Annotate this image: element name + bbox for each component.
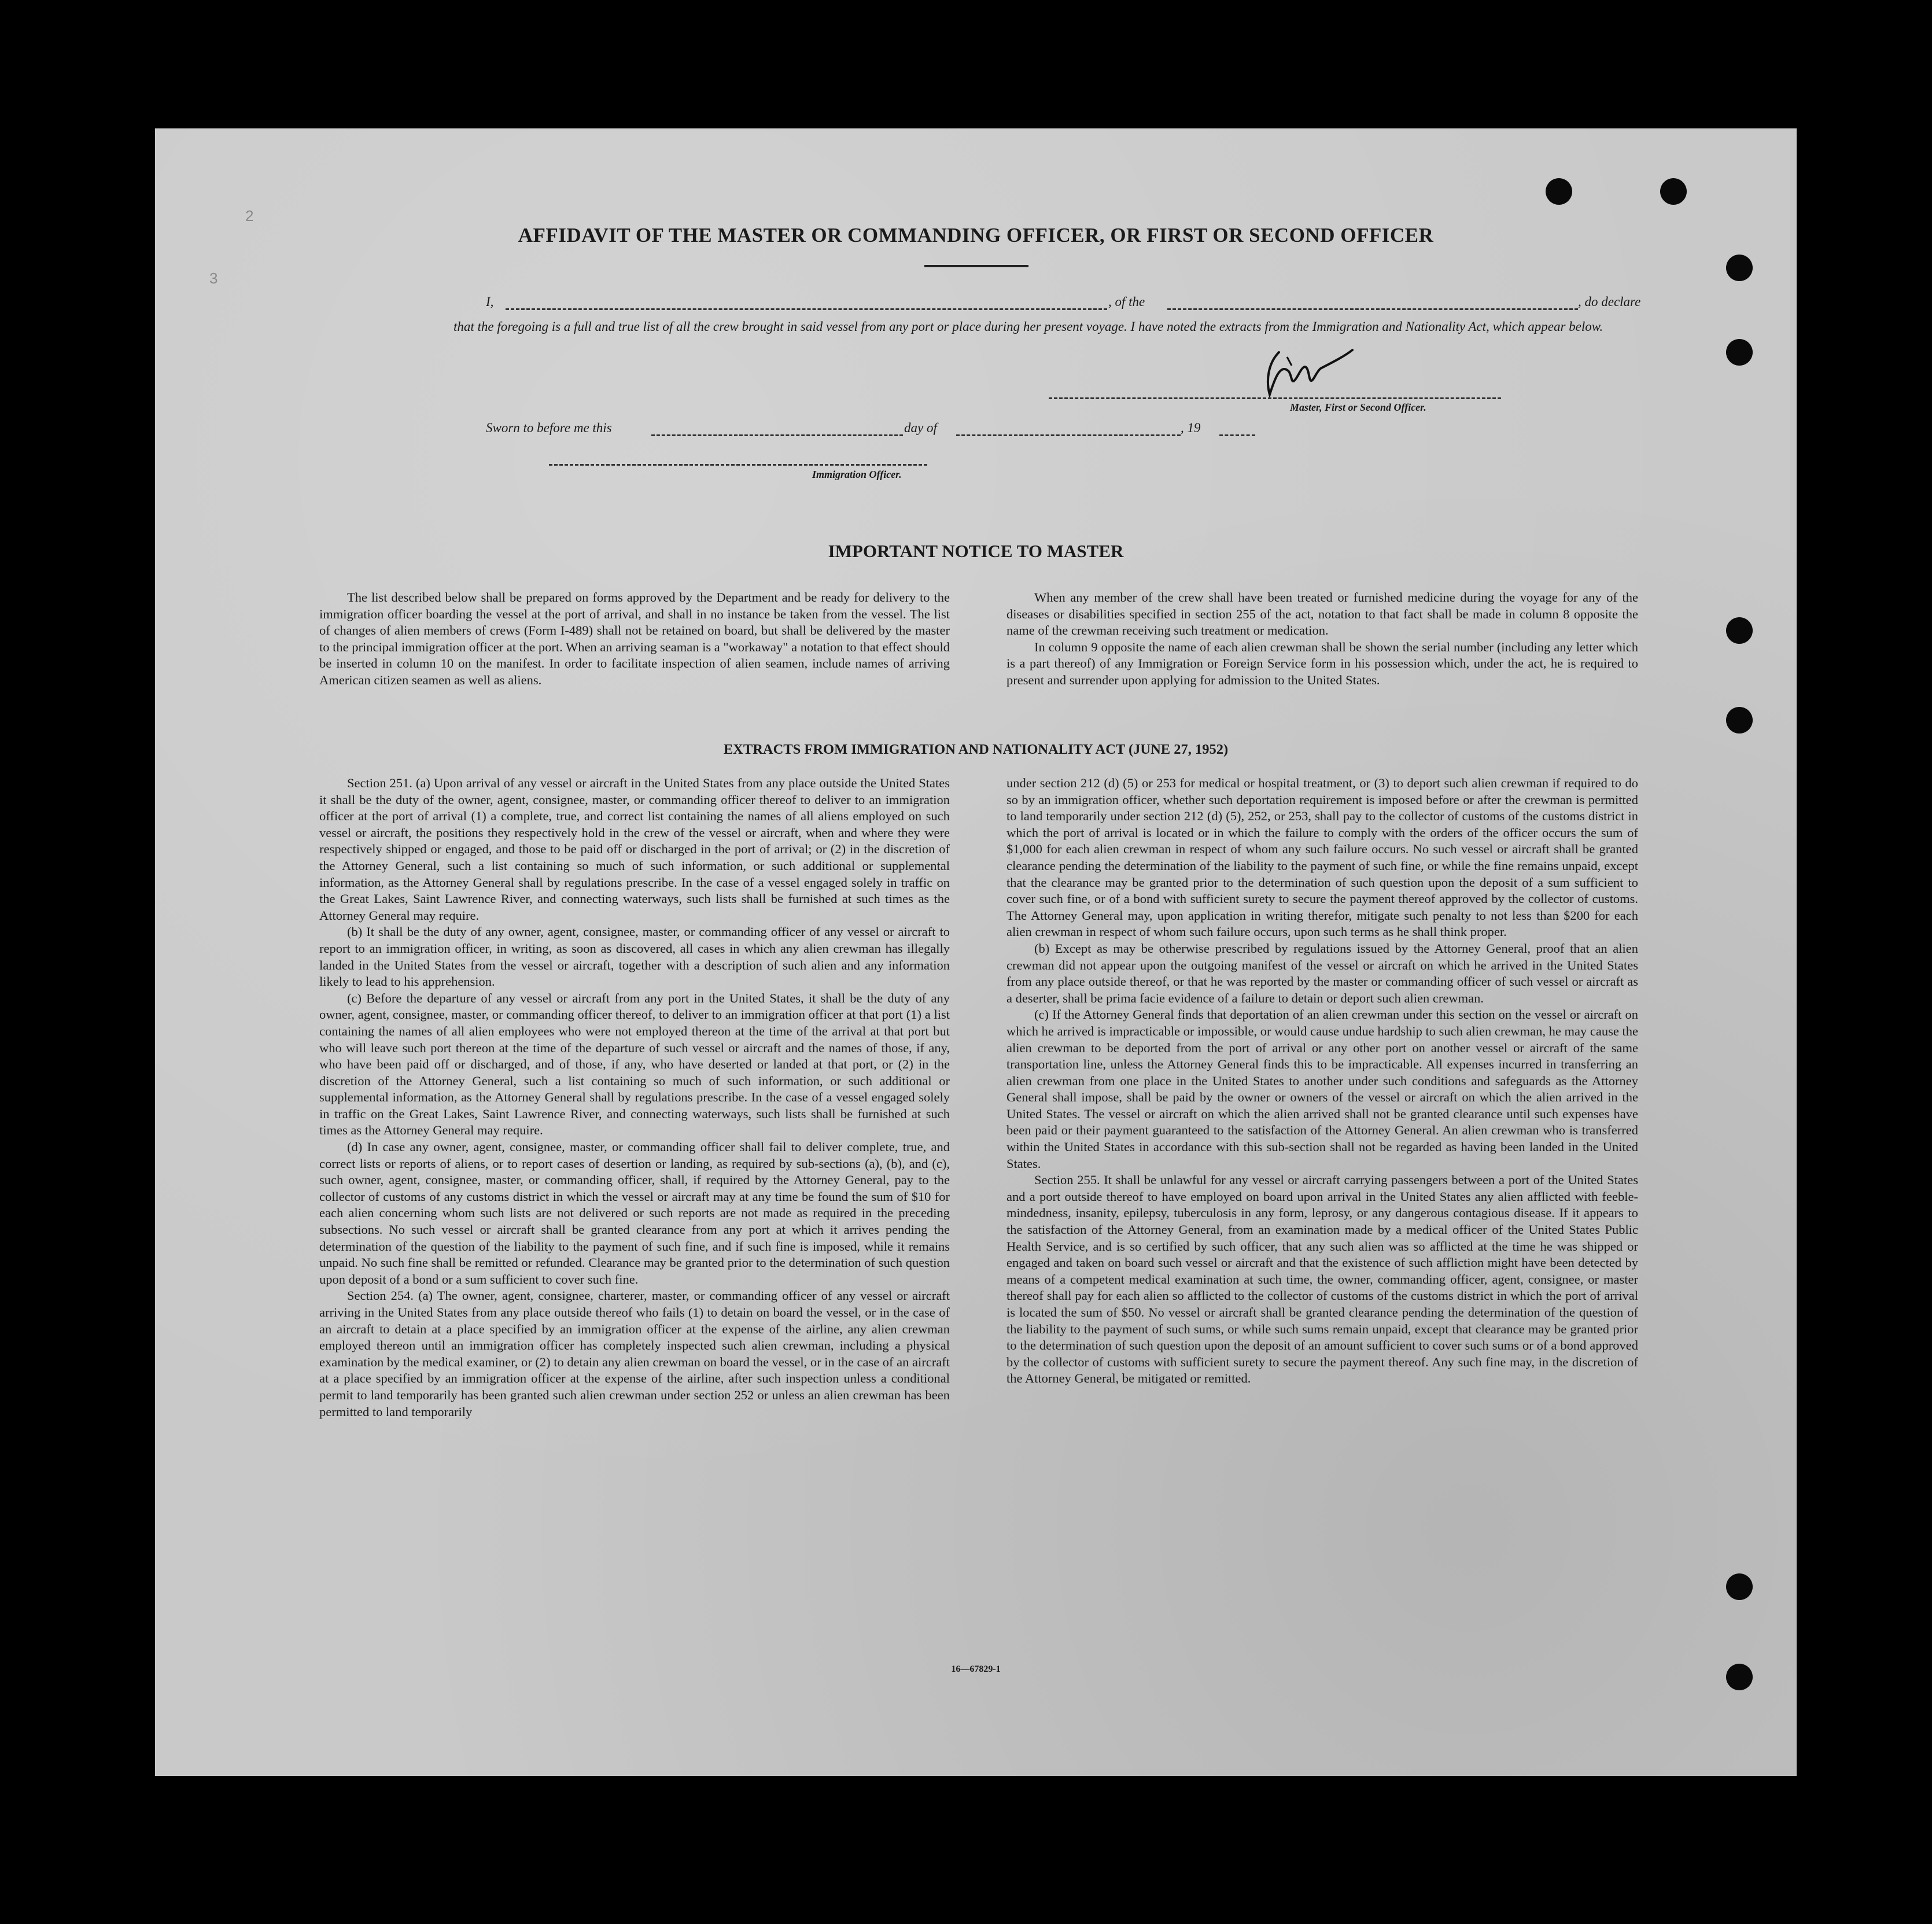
notice-title: IMPORTANT NOTICE TO MASTER bbox=[828, 541, 1124, 561]
notice-right-column bbox=[1006, 589, 1638, 689]
notice-left-paragraph: The list described below shall be prepared on forms approved by the Department and be ready for delivery to the immigration officer boarding the vessel at the port of arrival, and shall in no instance be taken from the vessel. The list of changes of alien members of crews (Form I-489) shall not be retained on board, but shall be delivered by the master to the principal immigration officer at the port. When an arriving seaman is a "workaway" a notation to that effect should be inserted in column 10 on the manifest. In order to facilitate inspection of alien seamen, include names of arriving American citizen seamen as well as aliens. bbox=[319, 590, 950, 687]
extract-paragraph: (b) It shall be the duty of any owner, agent, consignee, master, or commanding officer of any vessel or aircraft to report to an immigration officer, in writing, as soon as discovered, all cases in which any alien crewman has illegally landed in the United States from the vessel or aircraft, together with a description of such alien and any information likely to lead to his apprehension. bbox=[319, 924, 950, 989]
extract-paragraph: (c) If the Attorney General finds that deportation of an alien crewman under this section on the vessel or aircraft on which he arrived is impracticable or impossible, or would cause undue hardship to such alien crewman, he may cause the alien crewman to be deported from the port of arrival or any other port on another vessel or aircraft of the same transportation line, unless the Attorney General finds this to be impracticable. All expenses incurred in transferring an alien crewman from one place in the United States to another under such conditions and safeguards as the Attorney General shall impose, shall be paid by the owner or owners of the vessel or aircraft on which the alien arrived in the United States. The vessel or aircraft on which the alien arrived shall not be granted clearance until such expenses have been paid or their payment guaranteed to the satisfaction of the Attorney General. An alien crewman who is transferred within the United States in accordance with this sub-section shall not be regarded as having been landed in the United States. bbox=[1006, 1007, 1638, 1171]
master-signature-line[interactable] bbox=[1049, 397, 1501, 399]
margin-mark: 3 bbox=[209, 270, 218, 287]
sworn-line bbox=[155, 421, 1797, 440]
document-page bbox=[155, 128, 1797, 1776]
extract-paragraph: Section 255. It shall be unlawful for any vessel or aircraft carrying passengers between a port of the United States and a port outside thereof to have employed on board upon arrival in the United States any alien afflicted with feeble-mindedness, insanity, epilepsy, tuberculosis in any form, leprosy, or any dangerous contagious disease. If it appears to the satisfaction of the Attorney General, from an examination made by a medical officer of the United States Public Health Service, and is so certified by such officer, that any such alien was so afflicted at the time he was shipped or engaged and taken on board such vessel or aircraft and that the existence of such affliction might have been detected by means of a competent medical examination at such time, the owner, commanding officer, agent, consignee, or master thereof shall pay for each alien so afflicted to the collector of customs of the customs district in which the port of arrival is located the sum of $50. No vessel or aircraft shall be granted clearance pending the determination of the question of the liability to the payment of such sums, or while such sums remain unpaid, except that clearance may be granted prior to the determination of such question upon the deposit of an amount sufficient to cover such sums or of a bond approved by the collector of customs with sufficient surety to secure the payment thereof. Any such fine may, in the discretion of the Attorney General, be mitigated or remitted. bbox=[1006, 1173, 1638, 1386]
title-underline bbox=[924, 265, 1028, 267]
declaration-line bbox=[155, 294, 1797, 314]
officer-caption: Immigration Officer. bbox=[812, 469, 902, 480]
officer-signature-line[interactable] bbox=[549, 464, 927, 466]
declaration-of-the: , of the bbox=[1108, 294, 1145, 309]
extract-paragraph: (d) In case any owner, agent, consignee, master, or commanding officer shall fail to deliver complete, true, and correct lists or reports of aliens, or to report cases of desertion or landing, as required by sub-sections (a), (b), and (c), such owner, agent, consignee, master, or commanding officer, shall, if required by the Attorney General, pay to the collector of customs of any customs district in which the vessel or aircraft may at any time be found the sum of $10 for each alien concerning whom such lists are not delivered or such reports are not made as required in the preceding subsections. No such vessel or aircraft shall be granted clearance from any port at which it arrives pending the determination of the question of the liability to the payment of such fine, and if such fine is imposed, while it remains unpaid. No such fine shall be remitted or refunded. Clearance may be granted prior to the determination of such question upon deposit of a bond or a sum sufficient to cover such fine. bbox=[319, 1140, 950, 1287]
affidavit-title: AFFIDAVIT OF THE MASTER OR COMMANDING OFFICER, OR FIRST OR SECOND OFFICER bbox=[518, 224, 1434, 246]
extracts-right-column bbox=[1006, 775, 1638, 1387]
sworn-month-field[interactable] bbox=[956, 434, 1181, 436]
margin-mark: 2 bbox=[245, 207, 254, 224]
sworn-year-field[interactable] bbox=[1219, 434, 1255, 436]
punch-hole bbox=[1660, 178, 1687, 205]
punch-hole bbox=[1726, 255, 1753, 281]
sworn-prefix: Sworn to before me this bbox=[486, 421, 612, 435]
extract-paragraph: (b) Except as may be otherwise prescribed by regulations issued by the Attorney General, proof that an alien crewman did not appear upon the outgoing manifest of the vessel or aircraft on which he arrived in the United States from any place outside thereof, or that he was reported by the master or commanding officer of such vessel or aircraft as a deserter, shall be prima facie evidence of a failure to detain or deport such alien crewman. bbox=[1006, 941, 1638, 1005]
punch-hole bbox=[1726, 339, 1753, 366]
vessel-field[interactable] bbox=[1167, 308, 1578, 310]
master-signature bbox=[1257, 340, 1355, 403]
sworn-year: , 19 bbox=[1181, 421, 1201, 435]
notice-left-column bbox=[319, 589, 950, 689]
extract-paragraph: Section 251. (a) Upon arrival of any vessel or aircraft in the United States from any place outside the United States it shall be the duty of the owner, agent, consignee, master, or commanding officer thereof to deliver to an immigration officer at the port of arrival (1) a complete, true, and correct list containing the names of all aliens employed on such vessel or aircraft, the positions they respectively hold in the crew of the vessel or aircraft, when and where they were respectively shipped or engaged, and those to be paid off or discharged in the port of arrival; or (2) in the discretion of the Attorney General, such a list containing so much of such information, or such additional or supplemental information, as the Attorney General shall by regulations prescribe. In the case of a vessel engaged solely in traffic on the Great Lakes, Saint Lawrence River, and connecting waterways, such lists shall be furnished at such times as the Attorney General may require. bbox=[319, 776, 950, 923]
punch-hole bbox=[1546, 178, 1572, 205]
extract-paragraph: (c) Before the departure of any vessel or aircraft from any port in the United States, it shall be the duty of any owner, agent, consignee, master, or commanding officer thereof, to deliver to an immigration officer at that port (1) a list containing the names of all alien employees who were not employed thereon at the time of the arrival at that port but who will leave such port thereon at the time of the departure of such vessel or aircraft and the names of those, if any, who have been paid off or discharged, and of those, if any, who have deserted or landed at that port, or (2) in the discretion of the Attorney General, such a list containing so much of such information, or such additional or supplemental information, as the Attorney General shall by regulations prescribe. In the case of a vessel engaged solely in traffic on the Great Lakes, Saint Lawrence River, and connecting waterways, such lists shall be furnished at such times as the Attorney General may require. bbox=[319, 990, 950, 1138]
notice-right-paragraph-1: When any member of the crew shall have been treated or furnished medicine during the voyage for any of the diseases or disabilities specified in section 255 of the act, notation to that fact shall be made in column 8 opposite the name of the crewman receiving such treatment or medication. bbox=[1006, 590, 1638, 638]
sworn-day-of: day of bbox=[904, 421, 937, 435]
declaration-do-declare: , do declare bbox=[1578, 294, 1641, 309]
master-caption: Master, First or Second Officer. bbox=[1290, 401, 1426, 413]
form-number: 16—67829-1 bbox=[951, 1664, 1001, 1674]
extract-paragraph: under section 212 (d) (5) or 253 for medical or hospital treatment, or (3) to deport such alien crewman if required to do so by an immigration officer, whether such deportation requirement is imposed before or after the crewman is permitted to land temporarily under section 212 (d) (5), 252, or 253, shall pay to the collector of customs of the customs district in which the port of arrival is located or in which the failure to comply with the orders of the officer occurs the sum of $1,000 for each alien crewman in respect of whom any such failure occurs. No such vessel or aircraft shall be granted clearance pending the determination of the liability to the payment of such fine, or while the fine remains unpaid, except that the clearance may be granted prior to the determination of such question upon the deposit of a sum sufficient to cover such fine, or of a bond with sufficient surety to secure the payment thereof approved by the collector of customs. The Attorney General may, upon application in writing therefor, mitigate such penalty to not less than $200 for each alien crewman in respect of whom such failure occurs, upon such terms as he shall think proper. bbox=[1006, 776, 1638, 939]
punch-hole bbox=[1726, 707, 1753, 734]
notice-right-paragraph-2: In column 9 opposite the name of each alien crewman shall be shown the serial number (including any letter which is a part thereof) of any Immigration or Foreign Service form in his possession which, under the act, he is required to present and surrender upon applying for admission to the United States. bbox=[1006, 639, 1638, 687]
punch-hole bbox=[1726, 1573, 1753, 1600]
extract-paragraph: Section 254. (a) The owner, agent, consignee, charterer, master, or commanding officer of any vessel or aircraft arriving in the United States from any place outside thereof who fails (1) to detain on board the vessel, or in the case of an aircraft to detain at a place specified by an immigration officer at the expense of the airline, any alien crewman employed thereon until an immigration officer has completely inspected such alien crewman, including a physical examination by the medical examiner, or (2) to detain any alien crewman on board the vessel, or in the case of an aircraft at a place specified by an immigration officer at the expense of the airline, after such inspection unless a conditional permit to land temporarily has been granted such alien crewman under section 252 or unless an alien crewman has been permitted to land temporarily bbox=[319, 1288, 950, 1419]
declaration-sentence: that the foregoing is a full and true list of all the crew brought in said vessel from any port or place during her present voyage. I have noted the extracts from the Immigration and Nationality Act, which appear below. bbox=[453, 319, 1603, 334]
sworn-day-field[interactable] bbox=[651, 434, 903, 436]
extracts-left-column bbox=[319, 775, 950, 1420]
declaration-i: I, bbox=[486, 294, 494, 309]
name-field[interactable] bbox=[506, 308, 1107, 310]
punch-hole bbox=[1726, 617, 1753, 644]
extracts-title: EXTRACTS FROM IMMIGRATION AND NATIONALITY ACT (JUNE 27, 1952) bbox=[723, 742, 1229, 757]
